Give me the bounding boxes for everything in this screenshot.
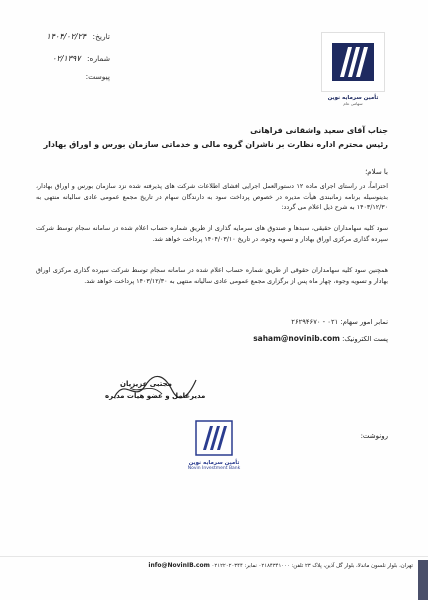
stamp-logo-icon <box>193 418 235 458</box>
logo-stripes-icon <box>322 33 384 91</box>
paragraph-3: همچنین سود کلیه سهامداران حقوقی از طریق شماره حساب اعلام شده در سامانه سجام توسط شرکت سپرده گذاری مرکزی اوراق بهادار و تسویه وجوه، چهار ماه پس از برگزاری مجمع عمومی عادی سالیانه منتهی به ۱۴۰۳/۱۲/۳۰ پرداخت خواهد شد. <box>36 267 388 285</box>
footer-email: info@NovinIB.com <box>148 562 210 569</box>
stamp-name-fa: تأمین سرمایه نوین <box>188 460 240 466</box>
cc-label: رونوشت: <box>360 432 388 440</box>
signer-name: مجتبی عزیزیان <box>120 380 172 388</box>
footer-address: تهران، بلوار نلسون ماندلا، بلوار گل آذین، پلاک ۲۳ <box>304 563 413 569</box>
paragraph-2: سود کلیه سهامداران حقیقی، سبدها و صندوق های سرمایه گذاری از طریق شماره حساب اعلام شده در سامانه سجام توسط شرکت سپرده گذاری مرکزی اوراق بهادار و تسویه وجوه، در تاریخ ۱۴۰۴/۰۳/۱۰ پرداخت خواهد شد. <box>36 225 388 243</box>
email-value: saham@novinib.com <box>253 334 340 343</box>
footer-accent-bar <box>418 560 428 600</box>
attachment-label: پیوست: <box>85 72 110 81</box>
signature-scribble <box>110 368 200 408</box>
number-label: شماره: <box>87 54 110 63</box>
email-label: پست الکترونیک: <box>342 335 388 343</box>
company-stamp <box>175 418 253 490</box>
stamp-name-en: Novin Investment Bank <box>187 466 241 471</box>
footer-divider <box>0 556 428 557</box>
company-logo <box>318 32 388 114</box>
number-field <box>40 54 110 63</box>
signer-title: مدیرعامل و عضو هیات مدیره <box>105 392 206 400</box>
logo-name: تأمین سرمایه نوین <box>327 95 379 101</box>
fax-value: ۰۲۱ - ۲۶۲۹۴۶۷۰ <box>291 318 339 326</box>
email-line <box>253 334 388 343</box>
date-value: ۱۴۰۴/۰۲/۲۴ <box>46 32 87 41</box>
stamp-mark <box>193 418 235 458</box>
addressee: جناب آقای سعید واشقانی فراهانی <box>250 126 388 135</box>
logo-mark <box>321 32 385 92</box>
addressee-title: رئیس محترم اداره نظارت بر ناشران گروه مالی و خدماتی سازمان بورس و اوراق بهادار <box>43 140 388 149</box>
date-label: تاریخ: <box>92 32 110 41</box>
number-value: ۰۲/۱۳۹۷ <box>52 54 81 63</box>
fax-label: نمابر امور سهام: <box>340 318 388 326</box>
attachment-field <box>40 72 110 81</box>
footer <box>8 562 413 569</box>
fax-line <box>291 318 388 326</box>
date-field <box>40 32 110 41</box>
footer-fax: نمابر: ۰۲۱۲۲۰۲۰۳۴۴ <box>211 563 257 569</box>
paragraph-1: احتراماً، در راستای اجرای ماده ۱۲ دستورالعمل اجرایی افشای اطلاعات شرکت های پذیرفته شده نزد سازمان بورس و اوراق بهادار، بدینوسیله برنامه زمانبندی هیأت مدیره در خصوص پرداخت سود به دارندگان سهام در تاریخ مجمع عمومی عادی سالیانه منتهی به ۱۴۰۳/۱۲/۳۰ به شرح ذیل اعلام می گردد: <box>36 183 388 211</box>
greeting: با سلام؛ <box>365 168 388 176</box>
logo-subtitle: سهامی عام <box>343 101 363 106</box>
footer-phone: تلفن: ۰۲۱۸۴۳۴۱۰۰۰ <box>258 563 304 569</box>
